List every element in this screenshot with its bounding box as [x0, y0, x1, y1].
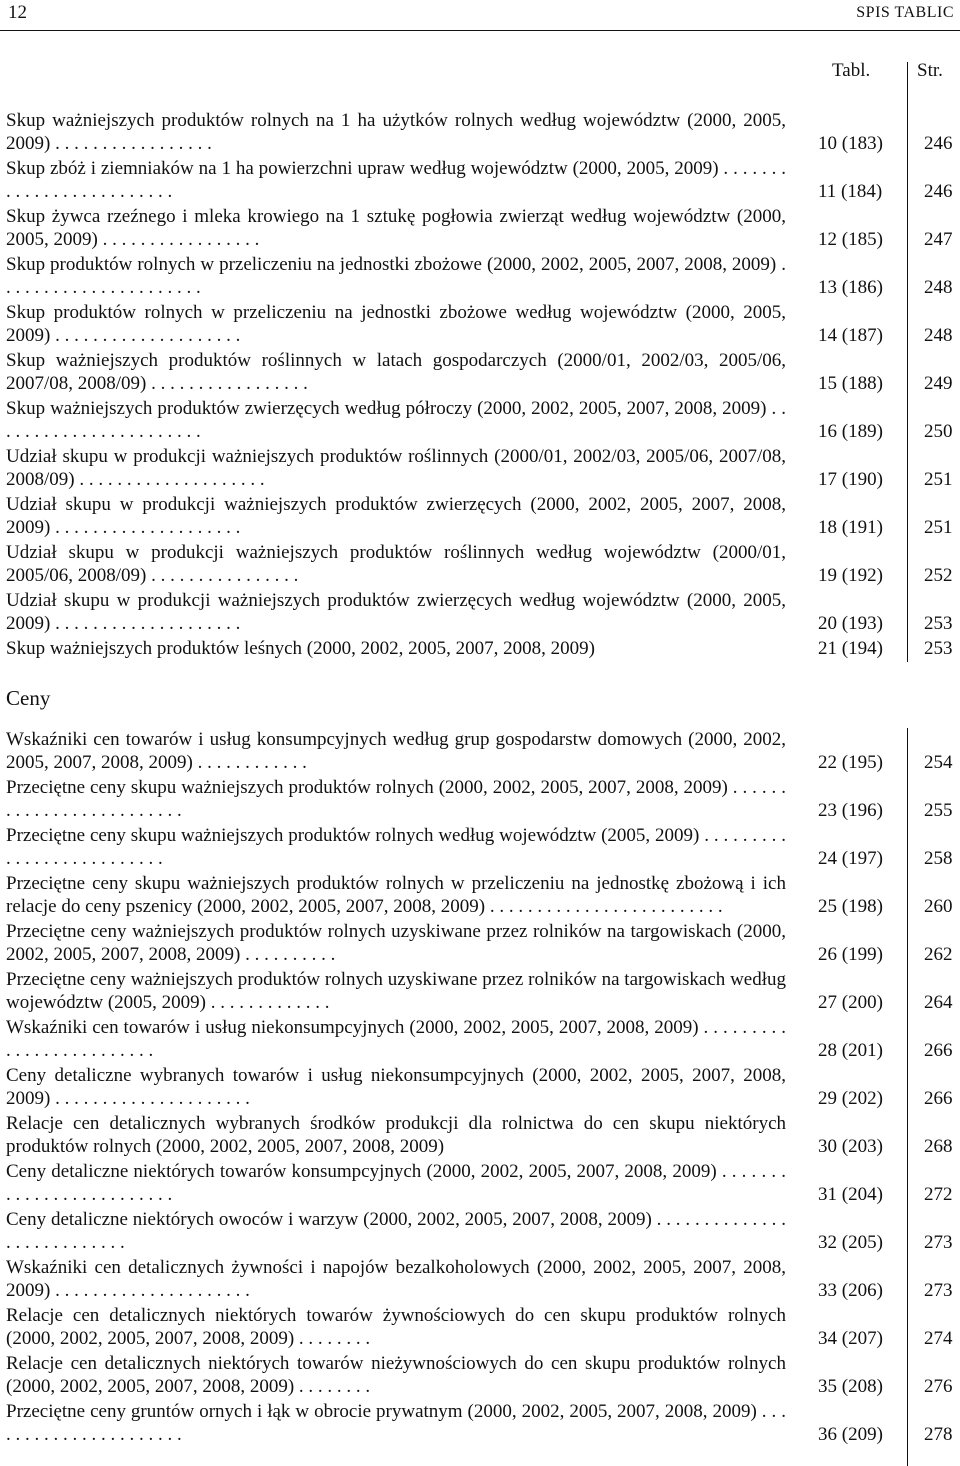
- toc-entry[interactable]: [0, 589, 960, 635]
- dot-leader: . . . . . . . . . . . . . . . . .: [97, 229, 260, 250]
- column-header-table: Tabl.: [832, 60, 871, 81]
- toc-entry-page-number: 266: [924, 1088, 953, 1109]
- toc-entry-table-number: 33 (206): [818, 1280, 883, 1301]
- toc-entry-title: Wskaźniki cen detalicznych żywności i napojów bezalkoholowych (2000, 2002, 2005, 2007, 2008, 2009): [6, 1257, 786, 1301]
- toc-entry-title: Przeciętne ceny skupu ważniejszych produktów rolnych (2000, 2002, 2005, 2007, 2008, 2009): [6, 777, 728, 798]
- toc-entry-page-number: 248: [924, 325, 953, 346]
- toc-entry-page-number: 253: [924, 613, 953, 634]
- dot-leader: . . . . . . . . . . . . . . . . . . . . . . . . .: [6, 158, 786, 202]
- toc-entry-title: Skup ważniejszych produktów zwierzęcych według półroczy (2000, 2002, 2005, 2007, 2008, 2009): [6, 398, 767, 419]
- toc-entry-title: Przeciętne ceny gruntów ornych i łąk w obrocie prywatnym (2000, 2002, 2005, 2007, 2008, 2009): [6, 1401, 757, 1422]
- dot-leader: . . . . . . . . . . . . . . . . . . . .: [50, 613, 241, 634]
- toc-entry[interactable]: [0, 1016, 960, 1062]
- toc-entry[interactable]: [0, 728, 960, 774]
- toc-entry-page-number: 273: [924, 1232, 953, 1253]
- toc-entry-page-number: 249: [924, 373, 953, 394]
- toc-entry-title: Skup produktów rolnych w przeliczeniu na jednostki zbożowe (2000, 2002, 2005, 2007, 2008, 2009): [6, 254, 777, 275]
- toc-entry[interactable]: [0, 301, 960, 347]
- toc-entry-table-number: 32 (205): [818, 1232, 883, 1253]
- toc-entry-table-number: 35 (208): [818, 1376, 883, 1397]
- dot-leader: . . . . . . . . . . . . . . . . . . . . . . . . .: [485, 896, 723, 917]
- toc-entry-table-number: 21 (194): [818, 638, 883, 659]
- dot-leader: . . . . . . . . . . . . . . . . . . . .: [74, 469, 265, 490]
- toc-entry-title-block: [6, 445, 786, 491]
- toc-entry-page-number: 262: [924, 944, 953, 965]
- toc-entry-table-number: 20 (193): [818, 613, 883, 634]
- toc-entry-title-block: [6, 349, 786, 395]
- dot-leader: . . . . . . . . . . . . . . . .: [146, 565, 299, 586]
- toc-entry-title-block: [6, 920, 786, 966]
- toc-entry-page-number: 255: [924, 800, 953, 821]
- toc-entry-page-number: 272: [924, 1184, 953, 1205]
- toc-entry-page-number: 268: [924, 1136, 953, 1157]
- toc-entry-table-number: 31 (204): [818, 1184, 883, 1205]
- page-header: [0, 0, 960, 34]
- toc-entry[interactable]: [0, 1304, 960, 1350]
- toc-entry[interactable]: [0, 968, 960, 1014]
- toc-entry-title-block: [6, 1400, 786, 1446]
- toc-entry-title: Skup żywca rzeźnego i mleka krowiego na 1 sztukę pogłowia zwierząt według województw (2000, 2005, 2009): [6, 206, 786, 250]
- dot-leader: . . . . . . . . . . . . . . . . . . . . . . . . .: [6, 1017, 786, 1061]
- toc-entry-table-number: 17 (190): [818, 469, 883, 490]
- dot-leader: . . . . . . . . . . . . . . . . . . . . . . . . . . .: [6, 1209, 786, 1253]
- toc-entry[interactable]: [0, 109, 960, 155]
- toc-entry[interactable]: [0, 1160, 960, 1206]
- toc-entry-table-number: 15 (188): [818, 373, 883, 394]
- toc-entry-table-number: 29 (202): [818, 1088, 883, 1109]
- toc-entry-table-number: 36 (209): [818, 1424, 883, 1445]
- toc-entry-title-block: [6, 157, 786, 203]
- dot-leader: . . . . . . . . . . . . . . . . . . . .: [50, 517, 241, 538]
- toc-entry[interactable]: [0, 1352, 960, 1398]
- toc-entry-title-block: [6, 1352, 786, 1398]
- dot-leader: . . . . . . . .: [294, 1376, 371, 1397]
- toc-entry-page-number: 273: [924, 1280, 953, 1301]
- toc-section: [0, 109, 960, 662]
- dot-leader: . . . . . . . . . . . . . . . . . . . . .: [50, 1280, 250, 1301]
- toc-entry-title: Udział skupu w produkcji ważniejszych produktów roślinnych według województw (2000/01, 2005/06, 2008/09): [6, 542, 786, 586]
- toc-entry-title-block: [6, 301, 786, 347]
- toc-entry-title: Ceny detaliczne wybranych towarów i usług niekonsumpcyjnych (2000, 2002, 2005, 2007, 2008, 2009): [6, 1065, 786, 1109]
- toc-entry-page-number: 247: [924, 229, 953, 250]
- toc-entry-title-block: [6, 1256, 786, 1302]
- toc-entry-page-number: 251: [924, 469, 953, 490]
- toc-entry[interactable]: [0, 205, 960, 251]
- toc-entry-table-number: 18 (191): [818, 517, 883, 538]
- dot-leader: . . . . . . . . . . . . . . . . . . . . . . .: [6, 398, 786, 442]
- toc-entry-table-number: 22 (195): [818, 752, 883, 773]
- toc-entry-page-number: 274: [924, 1328, 953, 1349]
- toc-entry-table-number: 13 (186): [818, 277, 883, 298]
- toc-entry-title: Skup ważniejszych produktów leśnych (2000, 2002, 2005, 2007, 2008, 2009): [6, 638, 595, 659]
- column-header-page: Str.: [917, 60, 943, 81]
- toc-entry-page-number: 276: [924, 1376, 953, 1397]
- toc-entry-page-number: 278: [924, 1424, 953, 1445]
- toc-entry-title: Skup zbóż i ziemniaków na 1 ha powierzchni upraw według województw (2000, 2005, 2009): [6, 158, 719, 179]
- toc-entry-page-number: 264: [924, 992, 953, 1013]
- toc-entry-title: Wskaźniki cen towarów i usług niekonsumpcyjnych (2000, 2002, 2005, 2007, 2008, 2009): [6, 1017, 699, 1038]
- header-rule: [0, 30, 960, 31]
- toc-entry-page-number: 246: [924, 181, 953, 202]
- toc-entry-title: Relacje cen detalicznych wybranych środków produkcji dla rolnictwa do cen skupu niektórych produktów rolnych (2000, 2002, 2005, 2007, 2008, 2009): [6, 1113, 786, 1157]
- toc-entry-title-block: [6, 589, 786, 635]
- toc-entry-title: Przeciętne ceny skupu ważniejszych produktów rolnych według województw (2005, 2009): [6, 825, 700, 846]
- toc-entry[interactable]: [0, 349, 960, 395]
- toc-section: [0, 728, 960, 1448]
- page-number: 12: [8, 2, 27, 23]
- toc-entry-title: Ceny detaliczne niektórych towarów konsumpcyjnych (2000, 2002, 2005, 2007, 2008, 2009): [6, 1161, 717, 1182]
- toc-entry-table-number: 19 (192): [818, 565, 883, 586]
- toc-entry-title-block: [6, 824, 786, 870]
- toc-entry-table-number: 14 (187): [818, 325, 883, 346]
- toc-entry[interactable]: [0, 493, 960, 539]
- toc-entry[interactable]: [0, 1064, 960, 1110]
- toc-entry-title-block: [6, 776, 786, 822]
- dot-leader: . . . . . . . . . . . . . . . . . . . . . . . . . .: [6, 825, 786, 869]
- dot-leader: . . . . . . . . . . . . .: [206, 992, 330, 1013]
- toc-entry-page-number: 253: [924, 638, 953, 659]
- dot-leader: . . . . . . . . . . . . . . . . . . . . . .: [6, 1401, 786, 1445]
- toc-entry[interactable]: [0, 253, 960, 299]
- toc-entry-page-number: 251: [924, 517, 953, 538]
- toc-entry-table-number: 27 (200): [818, 992, 883, 1013]
- toc-entry-table-number: 16 (189): [818, 421, 883, 442]
- dot-leader: . . . . . . . . . . . . . . . . . . . .: [50, 325, 241, 346]
- toc-entry-title-block: [6, 1112, 786, 1158]
- dot-leader: . . . . . . . . . . . . . . . . .: [146, 373, 308, 394]
- toc-entry-table-number: 25 (198): [818, 896, 883, 917]
- toc-entry[interactable]: [0, 920, 960, 966]
- toc-entry-title-block: [6, 1208, 786, 1254]
- toc-entry-table-number: 26 (199): [818, 944, 883, 965]
- toc-entry-title-block: [6, 728, 786, 774]
- toc-entry[interactable]: [0, 637, 960, 660]
- toc-entry-page-number: 252: [924, 565, 953, 586]
- toc-entry-title-block: [6, 1304, 786, 1350]
- toc-entry[interactable]: [0, 824, 960, 870]
- toc-entry-title-block: [6, 493, 786, 539]
- toc-entry-page-number: 248: [924, 277, 953, 298]
- toc-entry-title: Skup produktów rolnych w przeliczeniu na jednostki zbożowe według województw (2000, 2005, 2009): [6, 302, 786, 346]
- toc-entry-page-number: 266: [924, 1040, 953, 1061]
- running-title: SPIS TABLIC: [856, 4, 954, 21]
- toc-entry-title: Relacje cen detalicznych niektórych towarów żywnościowych do cen skupu produktów rolnych (2000, 2002, 2005, 2007, 2008, 2009): [6, 1305, 786, 1349]
- dot-leader: . . . . . . . . . .: [240, 944, 336, 965]
- toc-entry-title: Skup ważniejszych produktów roślinnych w latach gospodarczych (2000/01, 2002/03, 2005/06, 2007/08, 2008/09): [6, 350, 786, 394]
- dot-leader: . . . . . . . . . . . . . . . . . . . . . .: [6, 254, 786, 298]
- section-title-ceny: Ceny: [6, 686, 51, 710]
- toc-entry-title-block: [6, 1016, 786, 1062]
- toc-entry-page-number: 246: [924, 133, 953, 154]
- toc-entry-title: Skup ważniejszych produktów rolnych na 1 ha użytków rolnych według województw (2000, 2005, 2009): [6, 110, 786, 154]
- toc-entry-title-block: [6, 541, 786, 587]
- toc-entry-title-block: [6, 253, 786, 299]
- dot-leader: . . . . . . . . . . . .: [192, 752, 307, 773]
- toc-entry[interactable]: [0, 445, 960, 491]
- toc-entry-title-block: [6, 109, 786, 155]
- toc-entry-title-block: [6, 872, 786, 918]
- dot-leader: . . . . . . . .: [294, 1328, 371, 1349]
- toc-entry-title: Udział skupu w produkcji ważniejszych produktów zwierzęcych (2000, 2002, 2005, 2007, 2008, 2009): [6, 494, 786, 538]
- toc-entry-table-number: 28 (201): [818, 1040, 883, 1061]
- toc-entry[interactable]: [0, 1400, 960, 1446]
- toc-entry-title-block: [6, 968, 786, 1014]
- toc-entry-page-number: 254: [924, 752, 953, 773]
- toc-entry[interactable]: [0, 1208, 960, 1254]
- toc-entry[interactable]: [0, 1112, 960, 1158]
- toc-entry-title-block: [6, 1160, 786, 1206]
- toc-entry-title: Wskaźniki cen towarów i usług konsumpcyjnych według grup gospodarstw domowych (2000, 2002, 2005, 2007, 2008, 2009): [6, 729, 786, 773]
- toc-entry-title-block: [6, 637, 786, 660]
- toc-entry[interactable]: [0, 776, 960, 822]
- toc-entry-title: Ceny detaliczne niektórych owoców i warzyw (2000, 2002, 2005, 2007, 2008, 2009): [6, 1209, 652, 1230]
- toc-entry-table-number: 12 (185): [818, 229, 883, 250]
- toc-entry-page-number: 260: [924, 896, 953, 917]
- toc-entry-table-number: 11 (184): [818, 181, 883, 202]
- toc-entry[interactable]: [0, 397, 960, 443]
- toc-entry-title-block: [6, 205, 786, 251]
- dot-leader: . . . . . . . . . . . . . . . . .: [50, 133, 212, 154]
- toc-entry-table-number: 30 (203): [818, 1136, 883, 1157]
- toc-entry-page-number: 250: [924, 421, 953, 442]
- toc-entry-table-number: 24 (197): [818, 848, 883, 869]
- toc-entry-title: Przeciętne ceny ważniejszych produktów rolnych uzyskiwane przez rolników na targowiskach według województw (2005, 2009): [6, 969, 786, 1013]
- toc-entry-page-number: 258: [924, 848, 953, 869]
- toc-entry-title-block: [6, 397, 786, 443]
- toc-entry-title: Przeciętne ceny ważniejszych produktów rolnych uzyskiwane przez rolników na targowiskach (2000, 2002, 2005, 2007, 2008, 2009): [6, 921, 786, 965]
- toc-entry-title: Udział skupu w produkcji ważniejszych produktów zwierzęcych według województw (2000, 2005, 2009): [6, 590, 786, 634]
- toc-entry-title-block: [6, 1064, 786, 1110]
- toc-entry[interactable]: [0, 157, 960, 203]
- toc-entry-title: Relacje cen detalicznych niektórych towarów nieżywnościowych do cen skupu produktów rolnych (2000, 2002, 2005, 2007, 2008, 2009): [6, 1353, 786, 1397]
- dot-leader: . . . . . . . . . . . . . . . . . . . . . . . . .: [6, 777, 786, 821]
- dot-leader: . . . . . . . . . . . . . . . . . . . . .: [50, 1088, 250, 1109]
- toc-entry-title: Udział skupu w produkcji ważniejszych produktów roślinnych (2000/01, 2002/03, 2005/06, 2007/08, 2008/09): [6, 446, 786, 490]
- column-headers: [0, 60, 960, 88]
- toc-entry[interactable]: [0, 1256, 960, 1302]
- toc-entry-table-number: 34 (207): [818, 1328, 883, 1349]
- toc-entry-table-number: 23 (196): [818, 800, 883, 821]
- dot-leader: . . . . . . . . . . . . . . . . . . . . . . . . .: [6, 1161, 786, 1205]
- toc-entry[interactable]: [0, 541, 960, 587]
- toc-entry-table-number: 10 (183): [818, 133, 883, 154]
- toc-entry-title: Przeciętne ceny skupu ważniejszych produktów rolnych w przeliczeniu na jednostkę zbożową i ich relacje do ceny pszenicy (2000, 2002, 2005, 2007, 2008, 2009): [6, 873, 786, 917]
- toc-entry[interactable]: [0, 872, 960, 918]
